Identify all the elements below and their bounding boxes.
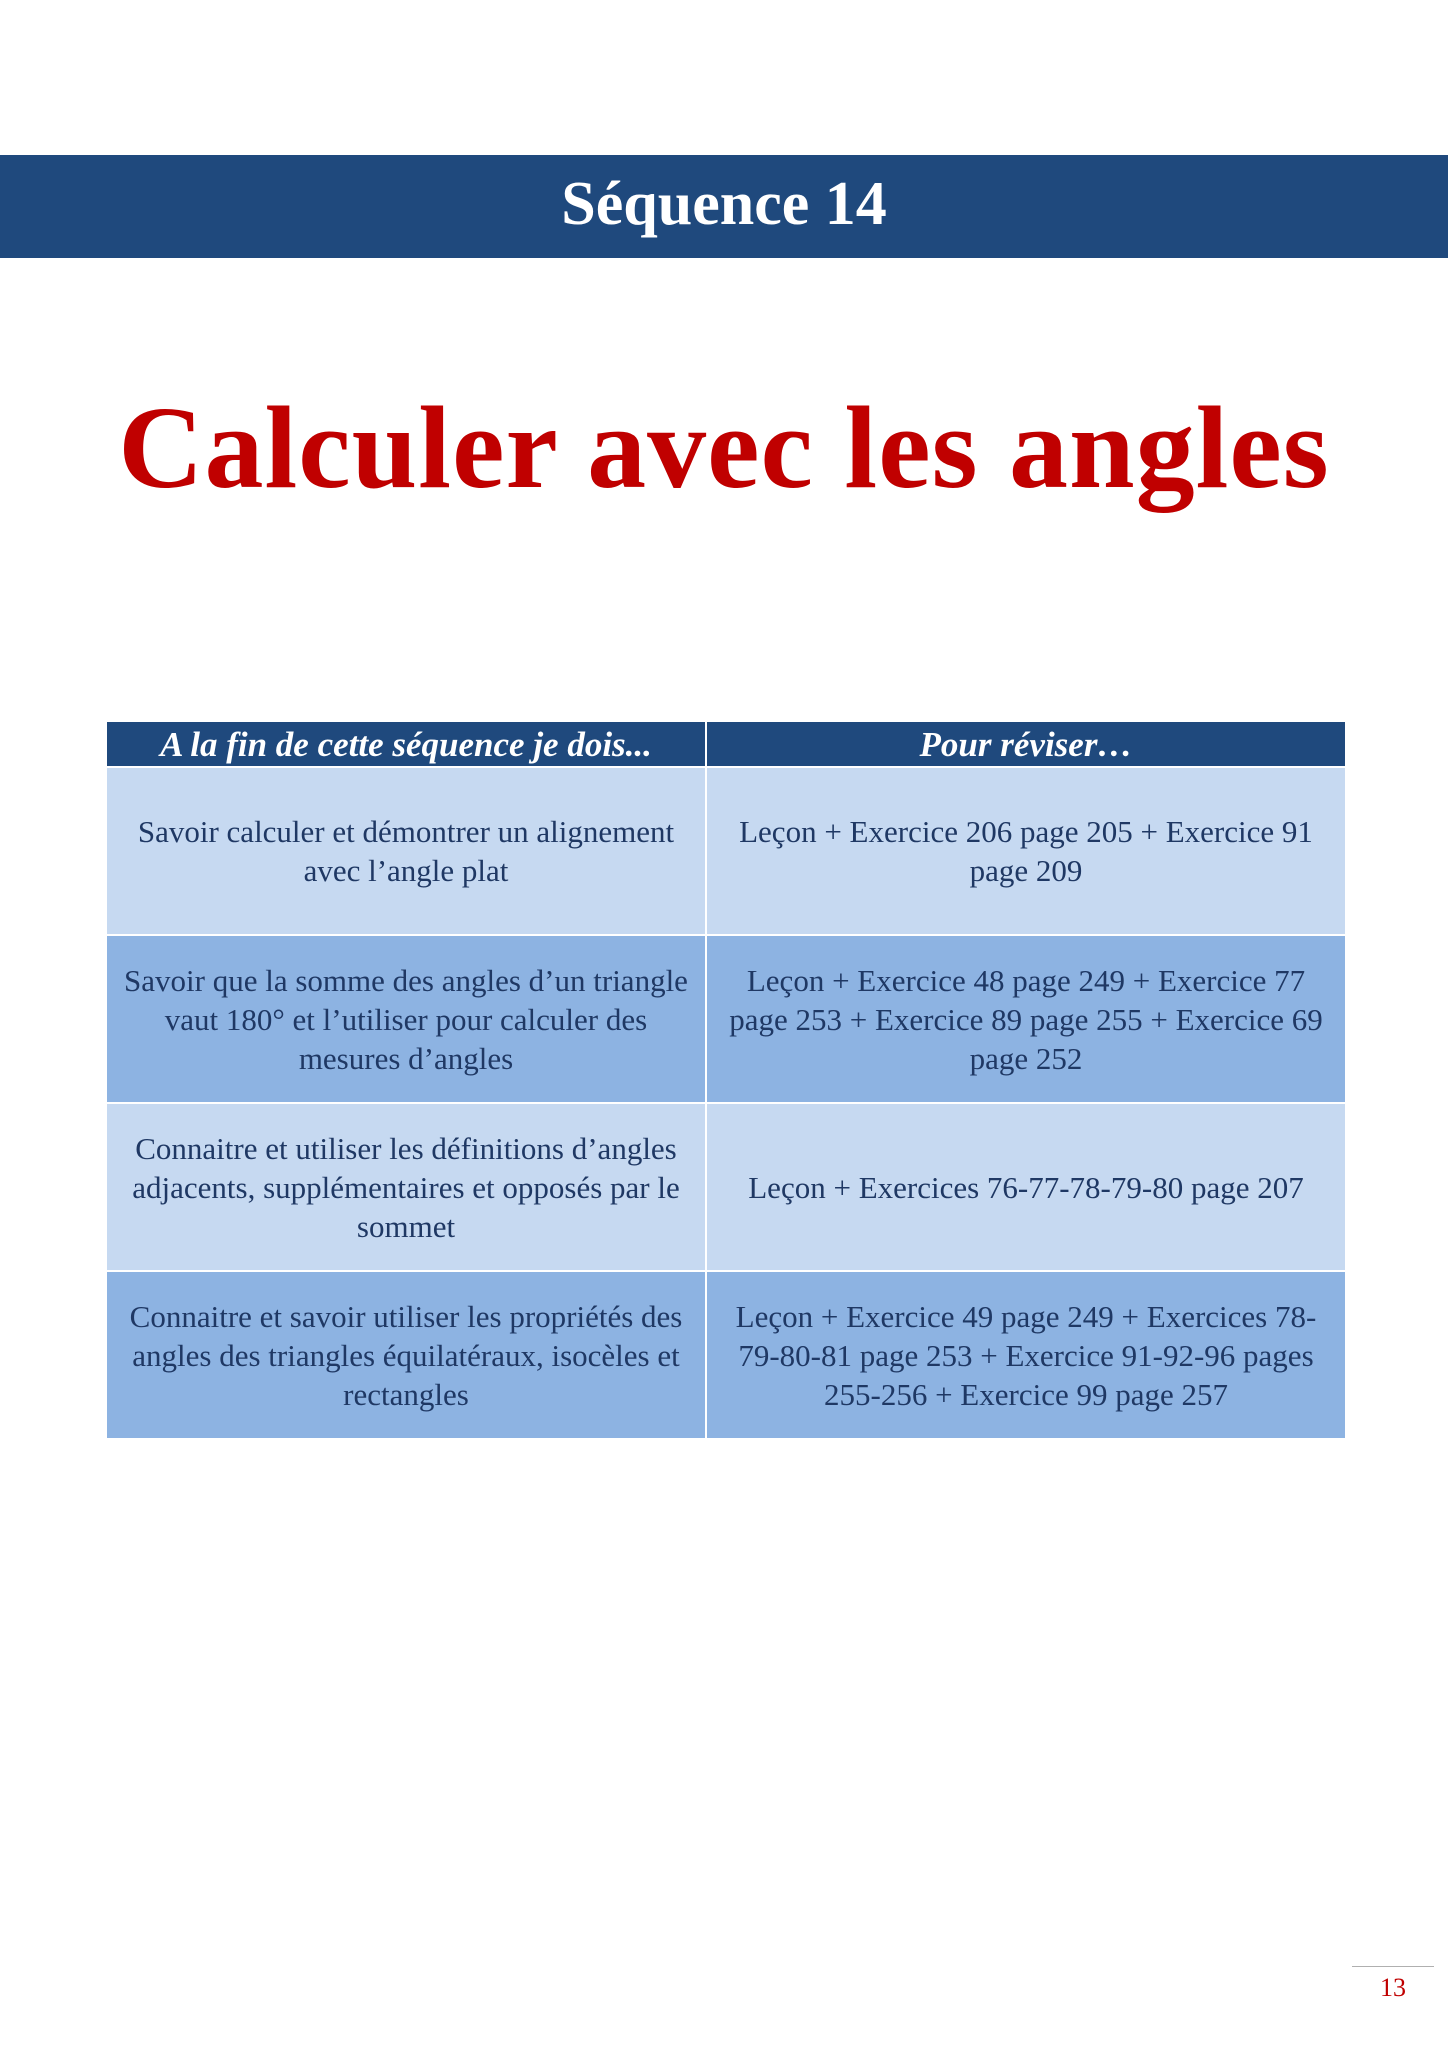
table-row (106, 935, 1346, 1103)
sequence-banner (0, 155, 1448, 258)
table-row (106, 1103, 1346, 1271)
header-revision: Pour réviser… (706, 721, 1346, 767)
sequence-title: Séquence 14 (561, 169, 887, 238)
revision-table (105, 720, 1347, 1440)
page-title: Calculer avec les angles (118, 382, 1330, 513)
revision-cell: Leçon + Exercices 76-77-78-79-80 page 207 (706, 1103, 1346, 1271)
revision-cell: Leçon + Exercice 48 page 249 + Exercice 77 page 253 + Exercice 89 page 255 + Exercice 69 page 252 (706, 935, 1346, 1103)
objective-cell: Savoir que la somme des angles d’un triangle vaut 180° et l’utiliser pour calculer des mesures d’angles (106, 935, 706, 1103)
objective-cell: Savoir calculer et démontrer un alignement avec l’angle plat (106, 767, 706, 935)
page-number: 13 (1380, 1973, 1406, 2002)
header-objectives: A la fin de cette séquence je dois... (106, 721, 706, 767)
table-row (106, 1271, 1346, 1439)
footer-divider (1352, 1966, 1434, 1967)
table-header-row (106, 721, 1346, 767)
revision-cell: Leçon + Exercice 49 page 249 + Exercices 78-79-80-81 page 253 + Exercice 91-92-96 pages 255-256 + Exercice 99 page 257 (706, 1271, 1346, 1439)
table-row (106, 767, 1346, 935)
revision-cell: Leçon + Exercice 206 page 205 + Exercice 91 page 209 (706, 767, 1346, 935)
objective-cell: Connaitre et utiliser les définitions d’angles adjacents, supplémentaires et opposés par le sommet (106, 1103, 706, 1271)
objective-cell: Connaitre et savoir utiliser les propriétés des angles des triangles équilatéraux, isocèles et rectangles (106, 1271, 706, 1439)
